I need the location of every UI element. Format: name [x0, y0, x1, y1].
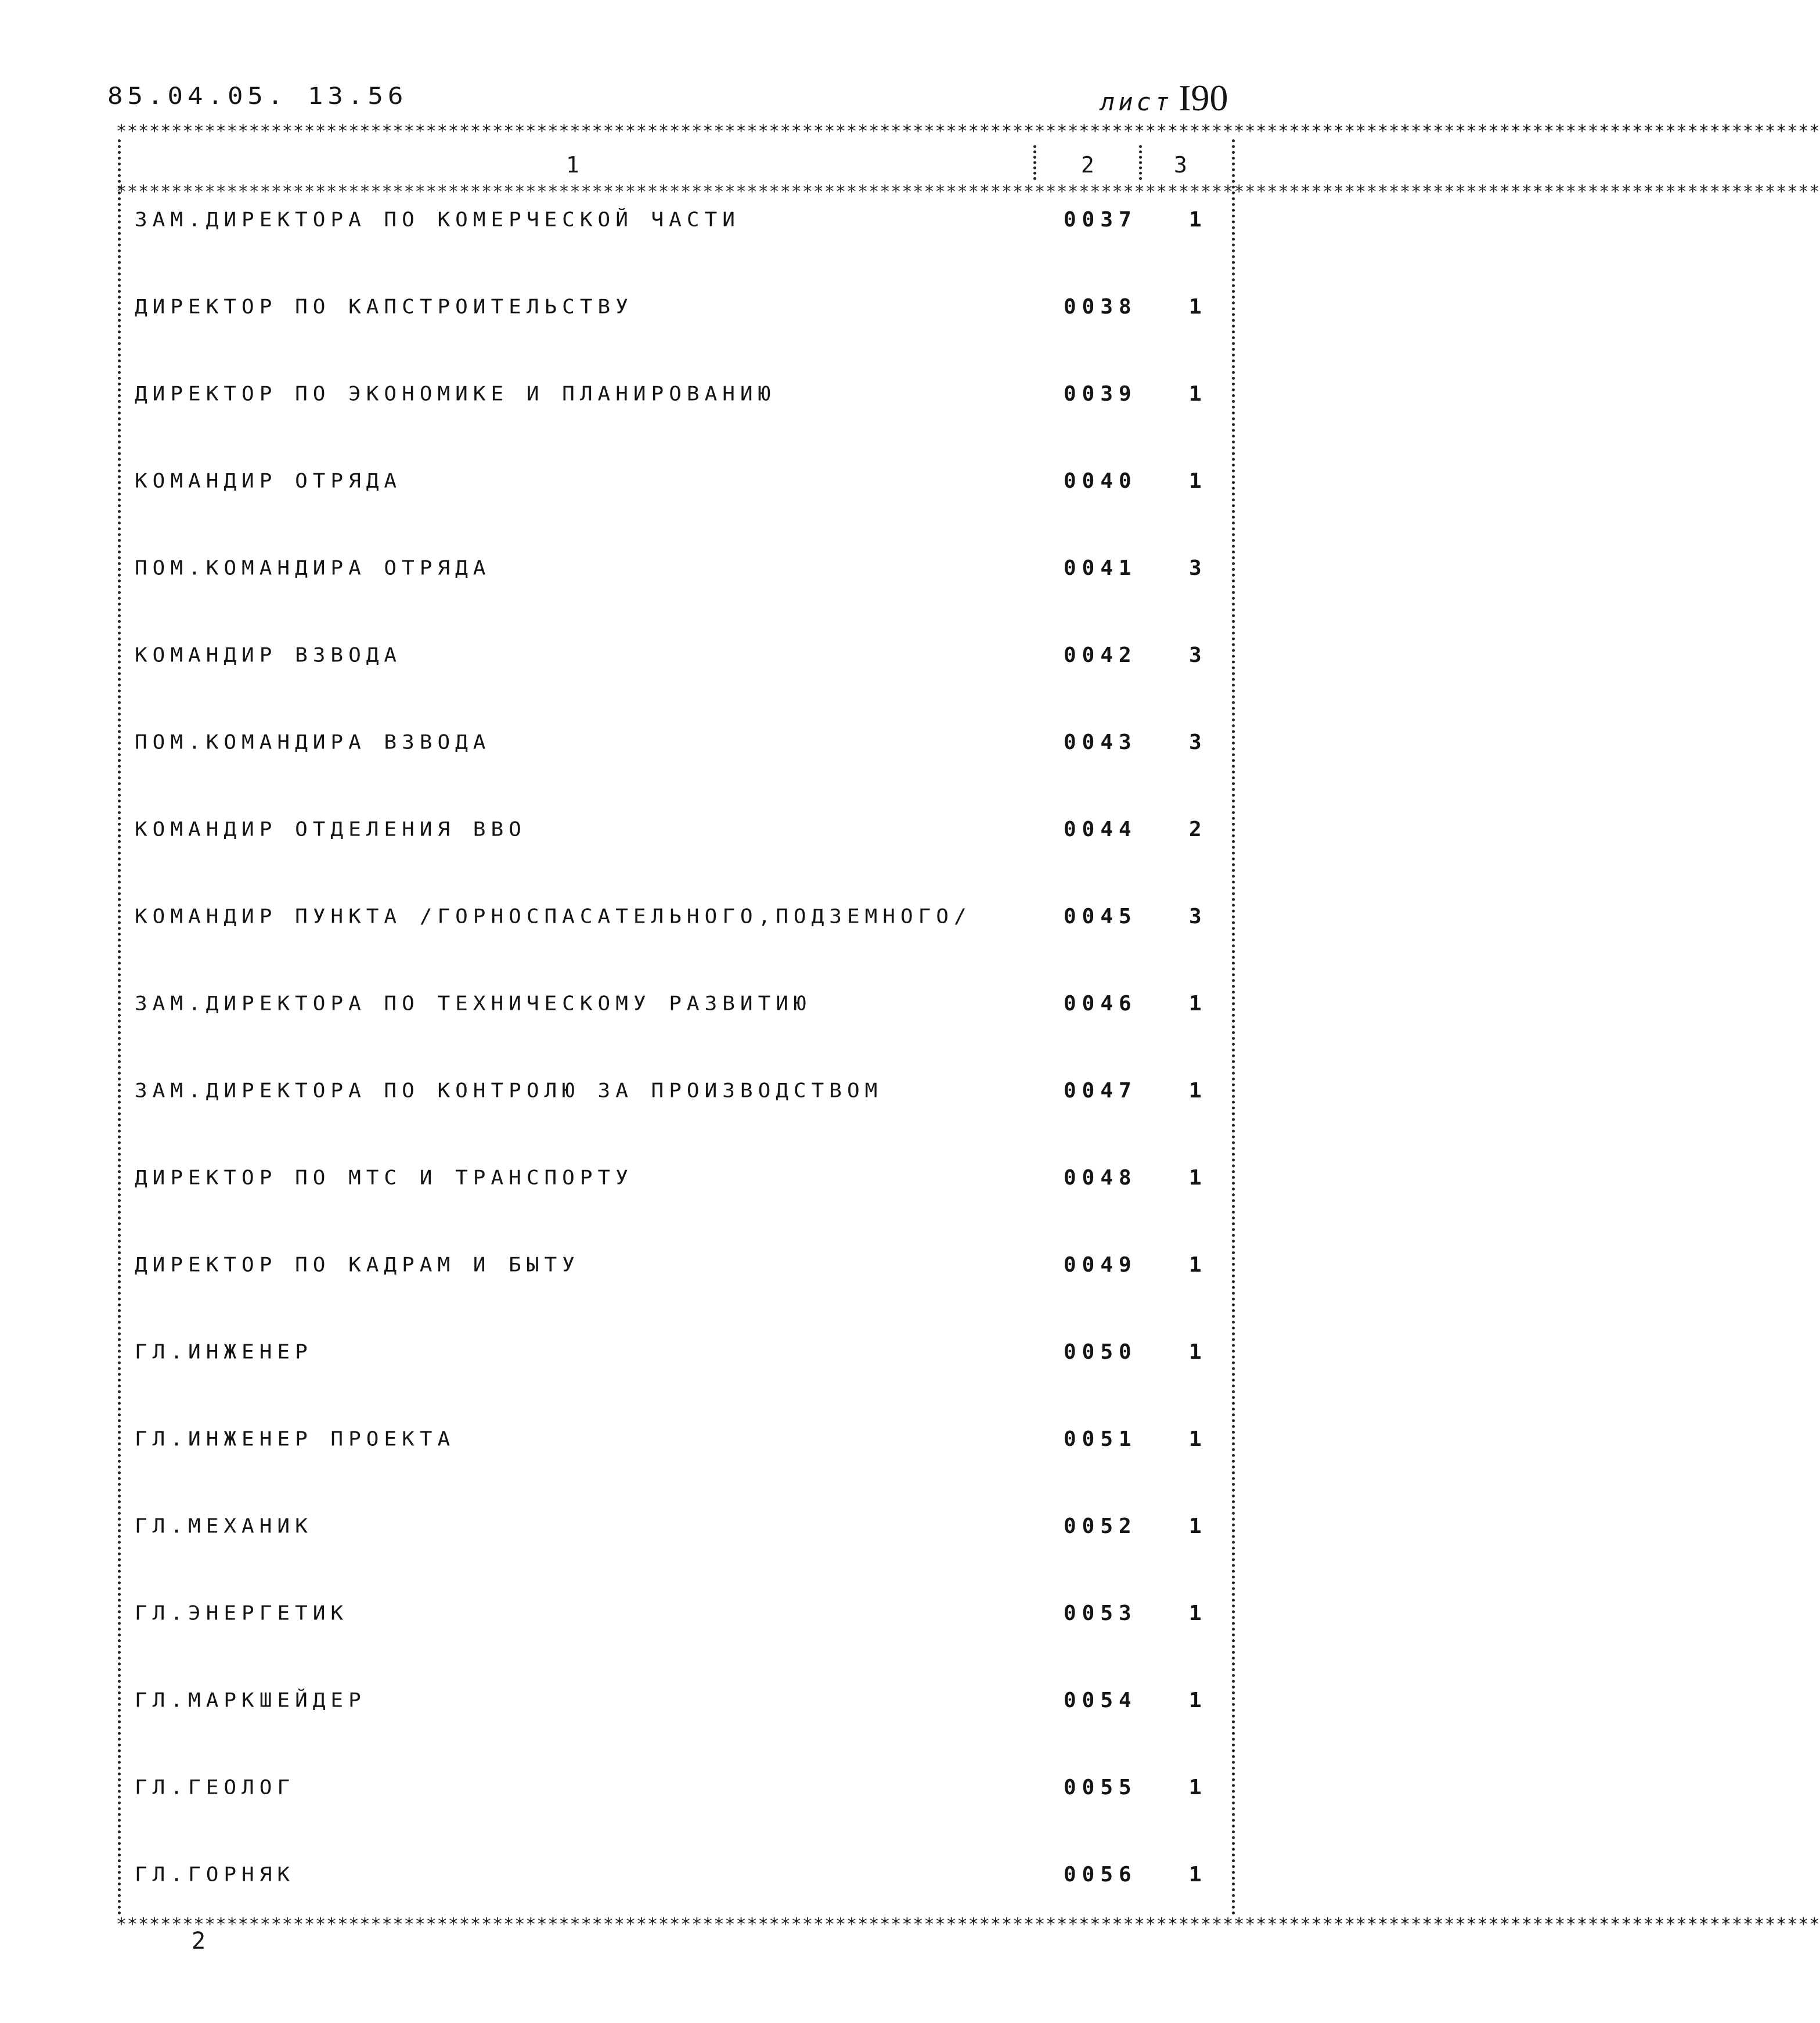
position-count: 1: [1189, 992, 1202, 1016]
position-count: 2: [1189, 818, 1202, 841]
position-name: ДИРЕКТОР ПО МТС И ТРАНСПОРТУ: [135, 1167, 633, 1189]
position-code: 0047: [1064, 1079, 1137, 1103]
position-code: 0045: [1064, 905, 1137, 928]
table-row: [0, 1863, 1337, 1898]
table-row: [0, 469, 1337, 504]
position-code: 0046: [1064, 992, 1137, 1016]
position-name: ПОМ.КОМАНДИРА ОТРЯДА: [135, 557, 491, 579]
position-code: 0052: [1064, 1514, 1137, 1538]
sheet-label: лист: [1100, 88, 1173, 116]
position-count: 1: [1189, 1427, 1202, 1451]
column-header-1: 1: [566, 152, 579, 178]
position-name: ГЛ.ИНЖЕНЕР: [135, 1341, 313, 1363]
position-name: ЗАМ.ДИРЕКТОРА ПО КОНТРОЛЮ ЗА ПРОИЗВОДСТВОМ: [135, 1079, 883, 1102]
position-name: ЗАМ.ДИРЕКТОРА ПО ТЕХНИЧЕСКОМУ РАЗВИТИЮ: [135, 992, 812, 1015]
position-count: 3: [1189, 556, 1202, 580]
table-row: [0, 905, 1337, 939]
position-code: 0040: [1064, 469, 1137, 493]
position-code: 0049: [1064, 1253, 1137, 1277]
position-name: КОМАНДИР ОТРЯДА: [135, 470, 402, 492]
position-count: 1: [1189, 1776, 1202, 1799]
position-name: ГЛ.ИНЖЕНЕР ПРОЕКТА: [135, 1428, 456, 1450]
column-divider-1-2: [1033, 145, 1036, 180]
position-name: ГЛ.ГЕОЛОГ: [135, 1776, 295, 1799]
page-marker: 2: [192, 1928, 206, 1954]
position-name: ГЛ.МЕХАНИК: [135, 1515, 313, 1538]
position-name: КОМАНДИР ОТДЕЛЕНИЯ ВВО: [135, 818, 527, 841]
position-name: ГЛ.МАРКШЕЙДЕР: [135, 1689, 366, 1712]
header-separator-rule: **********************************************************************************************************************************************************: [116, 182, 1820, 202]
position-code: 0042: [1064, 643, 1137, 667]
table-row: [0, 1776, 1337, 1810]
printout-date: 85.04.05. 13.56: [107, 82, 408, 110]
position-count: 1: [1189, 1514, 1202, 1538]
table-row: [0, 1253, 1337, 1288]
table-row: [0, 1689, 1337, 1723]
position-count: 3: [1189, 905, 1202, 928]
position-code: 0037: [1064, 208, 1137, 232]
position-count: 1: [1189, 382, 1202, 406]
column-divider-2-3: [1139, 145, 1142, 180]
position-code: 0041: [1064, 556, 1137, 580]
position-code: 0055: [1064, 1776, 1137, 1799]
position-count: 1: [1189, 1166, 1202, 1190]
position-name: ДИРЕКТОР ПО КАПСТРОИТЕЛЬСТВУ: [135, 296, 633, 318]
position-count: 1: [1189, 1689, 1202, 1712]
position-name: КОМАНДИР ПУНКТА /ГОРНОСПАСАТЕЛЬНОГО,ПОДЗЕМНОГО/: [135, 905, 972, 928]
position-code: 0038: [1064, 295, 1137, 319]
table-row: [0, 1340, 1337, 1375]
position-code: 0044: [1064, 818, 1137, 841]
position-count: 1: [1189, 1079, 1202, 1103]
position-count: 1: [1189, 469, 1202, 493]
position-code: 0053: [1064, 1601, 1137, 1625]
sheet-number: I90: [1179, 77, 1228, 118]
table-row: [0, 818, 1337, 852]
position-code: 0054: [1064, 1689, 1137, 1712]
table-row: [0, 992, 1337, 1027]
sheet-indicator: [1100, 77, 1228, 120]
bottom-border-rule: **********************************************************************************************************************************************************: [116, 1914, 1820, 1935]
position-code: 0048: [1064, 1166, 1137, 1190]
position-count: 1: [1189, 1253, 1202, 1277]
table-row: [0, 730, 1337, 765]
table-row: [0, 1601, 1337, 1636]
position-code: 0039: [1064, 382, 1137, 406]
position-count: 1: [1189, 1601, 1202, 1625]
position-name: ПОМ.КОМАНДИРА ВЗВОДА: [135, 731, 491, 754]
position-name: ГЛ.ЭНЕРГЕТИК: [135, 1602, 349, 1625]
table-row: [0, 208, 1337, 243]
column-header-2: 2: [1081, 152, 1094, 178]
position-code: 0051: [1064, 1427, 1137, 1451]
position-count: 1: [1189, 295, 1202, 319]
top-border-rule: **********************************************************************************************************************************************************: [116, 121, 1820, 142]
table-row: [0, 556, 1337, 591]
position-code: 0043: [1064, 730, 1137, 754]
table-row: [0, 1427, 1337, 1462]
position-code: 0050: [1064, 1340, 1137, 1364]
table-row: [0, 382, 1337, 417]
position-count: 1: [1189, 1340, 1202, 1364]
position-name: ДИРЕКТОР ПО ЭКОНОМИКЕ И ПЛАНИРОВАНИЮ: [135, 383, 776, 405]
table-row: [0, 1079, 1337, 1114]
table-row: [0, 643, 1337, 678]
table-row: [0, 1514, 1337, 1549]
position-count: 1: [1189, 208, 1202, 232]
column-header-3: 3: [1174, 152, 1187, 178]
table-row: [0, 1166, 1337, 1201]
position-count: 3: [1189, 730, 1202, 754]
position-count: 1: [1189, 1863, 1202, 1887]
position-name: ДИРЕКТОР ПО КАДРАМ И БЫТУ: [135, 1254, 580, 1276]
position-name: ГЛ.ГОРНЯК: [135, 1863, 295, 1886]
position-count: 3: [1189, 643, 1202, 667]
table-row: [0, 295, 1337, 330]
position-code: 0056: [1064, 1863, 1137, 1887]
position-name: ЗАМ.ДИРЕКТОРА ПО КОМЕРЧЕСКОЙ ЧАСТИ: [135, 208, 740, 231]
position-name: КОМАНДИР ВЗВОДА: [135, 644, 402, 667]
